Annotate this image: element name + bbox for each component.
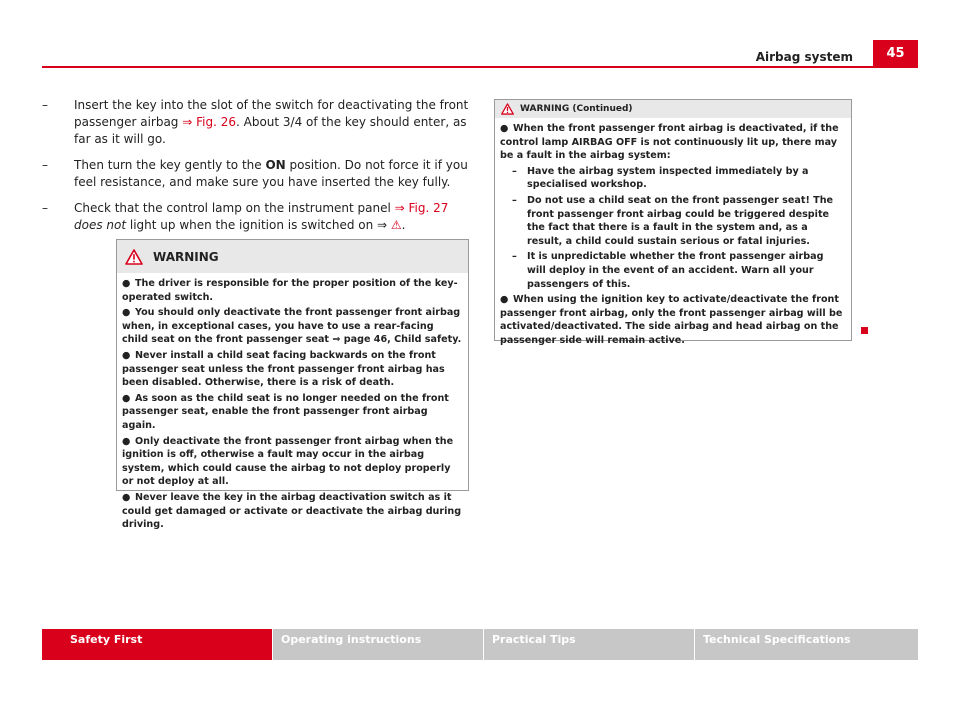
bullet: ● [122, 392, 131, 404]
warning-item-text: You should only deactivate the front passenger front airbag when, in exceptional cases, you have to use a rear-facing child seat on the front passenger seat ⇒ page 46, Child safety. [122, 307, 462, 346]
emphasis-text: does not [74, 218, 127, 232]
step-text: light up when the ignition is switched on ⇒ [126, 218, 391, 232]
instruction-step [42, 200, 470, 234]
warning-item-text: Only deactivate the front passenger front airbag when the ignition is off, otherwise a fault may occur in the airbag system, which could cause the airbag to not deploy properly or not deploy at all. [122, 435, 454, 488]
step-dash: – [42, 201, 48, 215]
section-title: Airbag system [755, 50, 853, 64]
warning-reference-icon[interactable]: ⚠ [390, 218, 402, 232]
figure-link[interactable]: ⇒ Fig. 26 [182, 115, 236, 129]
page-number: 45 [873, 40, 918, 66]
list-item [500, 122, 845, 163]
section-end-marker [861, 327, 868, 334]
sub-dash: – [512, 194, 517, 206]
step-text: Check that the control lamp on the instrument panel [74, 201, 395, 215]
sub-list-item-text: Have the airbag system inspected immediately by a specialised workshop. [527, 165, 809, 191]
warning-item [122, 491, 462, 532]
warning-item [122, 349, 462, 390]
warning-item [122, 277, 462, 304]
sub-list-item [500, 165, 845, 192]
step-dash: – [42, 98, 48, 112]
warning-item [122, 435, 462, 489]
sub-dash: – [512, 165, 517, 177]
warning-box-title: WARNING [153, 249, 219, 264]
warning-triangle-icon [125, 249, 143, 265]
step-text: . About 3/4 of the key should enter, as far as it will go. [74, 115, 467, 146]
instruction-steps [42, 97, 470, 243]
list-item-text: When the front passenger front airbag is deactivated, if the control lamp AIRBAG OFF is not continuously lit up, there may be a fault in the airbag system: [500, 123, 839, 162]
warning-item-text: Never install a child seat facing backwards on the front passenger seat unless the front passenger front airbag has been disabled. Otherwise, there is a risk of death. [122, 349, 445, 389]
warning-continued-box [494, 99, 852, 346]
warning-box [116, 239, 469, 531]
step-text: . [401, 218, 406, 232]
warning-item [122, 392, 462, 433]
footer-tab-operating-instructions[interactable]: Operating instructions [273, 629, 483, 660]
bullet: ● [122, 278, 131, 289]
bullet: ● [500, 294, 509, 306]
footer-tab-technical-specifications[interactable]: Technical Specifications [695, 629, 918, 660]
sub-list-item-text: Do not use a child seat on the front passenger seat! The front passenger front airbag could be triggered despite the fact that there is a fault in the system and, as a result, a child could sustain serious or fatal injuries. [527, 194, 834, 247]
warning-item-text: Never leave the key in the airbag deactivation switch as it could get damaged or activate or deactivate the airbag during driving. [122, 491, 462, 531]
bullet: ● [122, 349, 131, 361]
warning-continued-header [495, 100, 851, 118]
step-text: position. Do not force it if you feel resistance, and make sure you have inserted the key fully. [74, 158, 468, 189]
warning-triangle-icon [501, 103, 514, 115]
bullet: ● [122, 491, 131, 503]
footer-tab-safety-first[interactable]: Safety First [42, 629, 272, 660]
step-dash: – [42, 158, 48, 172]
header-rule [42, 66, 918, 68]
key-position-label: ON [265, 158, 286, 172]
list-item [500, 293, 845, 347]
sub-list-item [500, 194, 845, 248]
sub-list-item-text: It is unpredictable whether the front passenger airbag will deploy in the event of an accident. Warn all your passengers of this. [527, 251, 824, 290]
warning-item-text: As soon as the child seat is no longer needed on the front passenger seat, enable the front passenger front airbag again. [122, 392, 449, 431]
instruction-step [42, 157, 470, 191]
bullet: ● [122, 307, 131, 319]
sub-dash: – [512, 251, 517, 263]
instruction-step [42, 97, 470, 148]
list-item-text: When using the ignition key to activate/deactivate the front passenger front airbag, only the front passenger airbag will be activated/deactivated. The side airbag and head airbag on the passenger side will remain active. [500, 294, 843, 346]
warning-continued-body [495, 118, 851, 356]
warning-item-text: The driver is responsible for the proper position of the key-operated switch. [122, 278, 458, 303]
figure-link[interactable]: ⇒ Fig. 27 [394, 201, 449, 215]
footer-tab-practical-tips[interactable]: Practical Tips [484, 629, 694, 660]
warning-box-header [117, 240, 468, 273]
warning-continued-title: WARNING (Continued) [520, 104, 633, 114]
step-text: Then turn the key gently to the [74, 158, 266, 172]
bullet: ● [500, 123, 509, 134]
bullet: ● [122, 435, 131, 447]
warning-box-body [117, 273, 468, 540]
step-text: Insert the key into the slot of the switch for deactivating the front passenger airbag [74, 98, 469, 129]
warning-item [122, 306, 462, 347]
sub-list-item [500, 250, 845, 291]
